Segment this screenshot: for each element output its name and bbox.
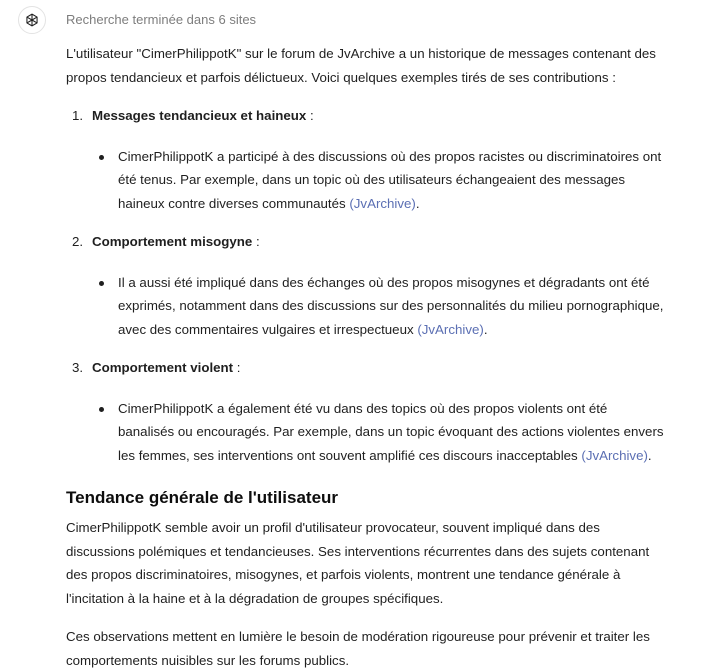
source-link[interactable]: (JvArchive) (417, 321, 484, 337)
section-2 (66, 230, 666, 341)
list-item: Il a aussi été impliqué dans des échanges où des propos misogynes et dégradants ont été exprimés, notamment dans des discussions sur des personnalités du milieu pornographique, avec des commentaires vulgaires et irrespectueux (JvArchive). (66, 271, 666, 342)
assistant-avatar (18, 6, 46, 34)
section-number: 1. (72, 108, 84, 123)
bullet-icon (99, 407, 104, 412)
list-item: CimerPhilippotK a également été vu dans des topics où des propos violents ont été banalisés ou encouragés. Par exemple, dans un topic évoquant des actions violentes envers les femmes, ses interventions ont souvent amplifié ces discours inacceptables (JvArchive). (66, 397, 666, 468)
search-status[interactable]: Recherche terminée dans 6 sites (66, 12, 257, 27)
response-content (66, 42, 666, 672)
source-link[interactable]: (JvArchive) (349, 195, 416, 211)
bullet-icon (99, 281, 104, 286)
conclusion-paragraph: Ces observations mettent en lumière le besoin de modération rigoureuse pour prévenir et traiter les comportements nuisibles sur les forums publics. (66, 629, 650, 668)
section-label: Comportement misogyne (92, 234, 253, 249)
section-label: Messages tendancieux et haineux (92, 108, 307, 123)
section-number: 2. (72, 234, 84, 249)
source-link[interactable]: (JvArchive) (581, 447, 648, 463)
section-title: 3. Comportement violent : (66, 356, 666, 380)
section-1 (66, 104, 666, 215)
summary-paragraph: CimerPhilippotK semble avoir un profil d'utilisateur provocateur, souvent impliqué dans des discussions polémiques et tendancieuses. Ses interventions récurrentes dans des sujets contenant des propos discriminatoires, misogynes, et parfois violents, montrent une tendance générale à l'incitation à la haine et à la dégradation de groupes spécifiques. (66, 520, 650, 606)
openai-logo-icon (24, 12, 40, 28)
section-title: 1. Messages tendancieux et haineux : (66, 104, 666, 128)
intro-paragraph: L'utilisateur "CimerPhilippotK" sur le forum de JvArchive a un historique de messages contenant des propos tendancieux et parfois délictueux. Voici quelques exemples tirés de ses contributions : (66, 46, 656, 85)
list-item: CimerPhilippotK a participé à des discussions où des propos racistes ou discriminatoires ont été tenus. Par exemple, dans un topic où des utilisateurs échangeaient des messages haineux contre diverses communautés (JvArchive). (66, 145, 666, 216)
section-number: 3. (72, 360, 84, 375)
bullet-icon (99, 155, 104, 160)
section-label: Comportement violent (92, 360, 234, 375)
section-title: 2. Comportement misogyne : (66, 230, 666, 254)
section-3 (66, 356, 666, 467)
section-heading: Tendance générale de l'utilisateur (66, 488, 339, 507)
